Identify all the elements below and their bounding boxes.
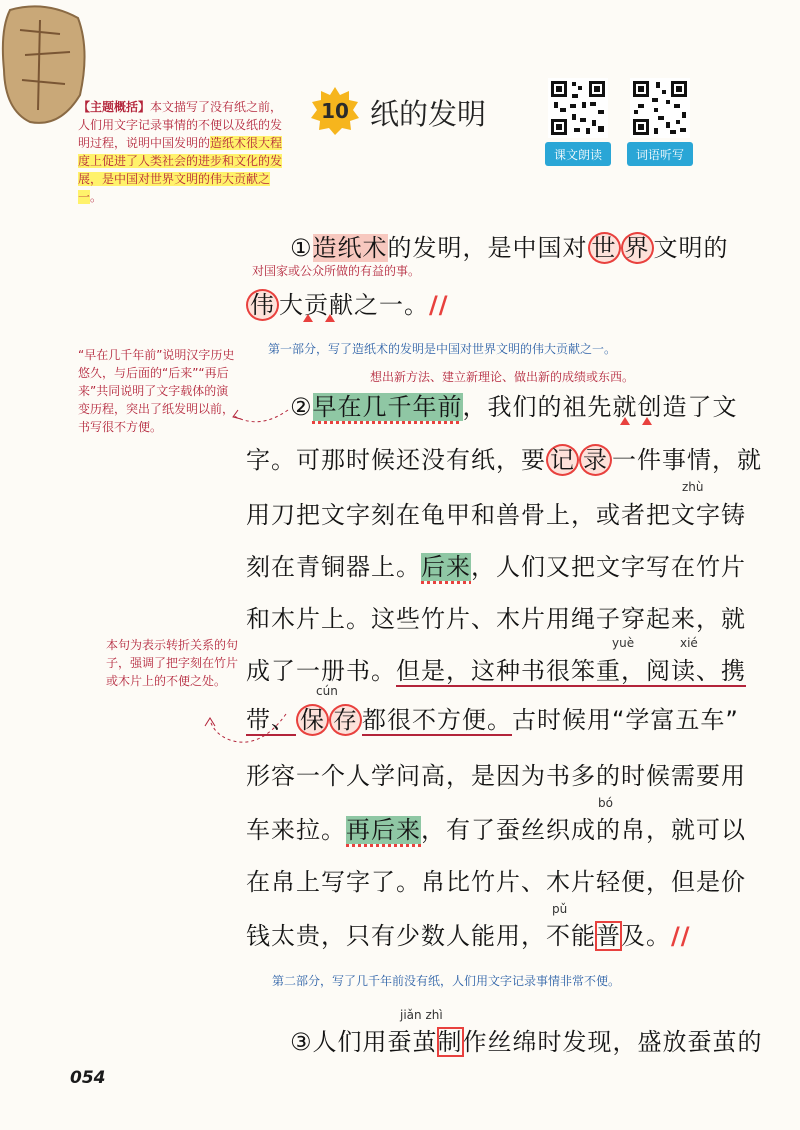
theme-summary <box>78 98 293 206</box>
section-break-mark: // <box>429 291 449 319</box>
circled-char-jie: 界 <box>621 232 654 264</box>
para2-number: ② <box>290 393 313 421</box>
para2-text6a: 成了一册书。 <box>246 657 396 685</box>
para3-line1 <box>290 1022 763 1057</box>
para1-text2: 文明的 <box>653 234 729 262</box>
word-zaozhishu: 造纸术 <box>312 234 388 262</box>
para2-line1 <box>290 387 738 422</box>
summary-text-c: 。 <box>90 190 103 204</box>
word-houlai: 后来 <box>421 553 471 581</box>
summary-tag: 【主题概括】 <box>78 100 151 114</box>
para3-number: ③ <box>290 1028 313 1056</box>
para2-text11b: 及。 <box>621 922 671 950</box>
para2-line9 <box>246 810 746 845</box>
para2-line3: 用刀把文字刻在龟甲和兽骨上，或者把文字铸 <box>246 501 746 529</box>
qr-code-dictation[interactable] <box>630 78 690 138</box>
para3-text1: 人们用蚕茧 <box>312 1028 438 1056</box>
para3-text2: 作丝绵时发现，盛放蚕茧的 <box>462 1028 763 1056</box>
underlined-sentence: 但是，这种书很笨重，阅读、携 <box>396 657 746 685</box>
section2-note: 第二部分，写了几千年前没有纸，人们用文字记录事情非常不便。 <box>272 974 621 988</box>
para1-text1: 的发明，是中国对 <box>387 234 588 262</box>
para1-line2 <box>246 285 449 321</box>
para2-text9b: ，有了蚕丝织成的帛，就可以 <box>421 816 746 844</box>
summary-text-a: 本文描写了没有纸之前，人们用文字记录事情的不便以及纸的发明过程，说明中国发明的 <box>78 100 283 150</box>
para2-text7c: 古时候用“学富五车” <box>512 706 739 734</box>
stress-mark <box>325 314 335 322</box>
circled-char-cun: 存 <box>329 704 362 736</box>
oracle-bone-image <box>0 0 90 130</box>
definition-chuangzao: 想出新方法、建立新理论、做出新的成绩或东西。 <box>370 370 635 384</box>
lesson-number: 10 <box>321 99 349 123</box>
reading-button[interactable]: 课文朗读 <box>545 142 611 166</box>
annotation-arrow <box>230 390 290 430</box>
para2-text4b: ，人们又把文字写在竹片 <box>471 553 746 581</box>
para2-line8: 形容一个人学问高，是因为书多的时候需要用 <box>246 762 746 790</box>
para1-number: ① <box>290 234 313 262</box>
word-zaozaijiqiannianqian: 早在几千年前 <box>312 393 463 421</box>
para2-text2b: 一件事情，就 <box>612 446 762 474</box>
circled-char-shi: 世 <box>588 232 621 264</box>
pinyin-yue: yuè <box>612 636 635 650</box>
para2-line7 <box>246 700 739 736</box>
word-zaihoulai: 再后来 <box>346 816 421 844</box>
dictation-button[interactable]: 词语听写 <box>627 142 693 166</box>
para2-line2 <box>246 440 762 476</box>
pinyin-cun: cún <box>316 684 338 698</box>
para2-line4 <box>246 547 746 582</box>
para1-text3: 大贡献之一。 <box>279 291 429 319</box>
side-note-2: 本句为表示转折关系的句子，强调了把字刻在竹片或木片上的不便之处。 <box>106 638 239 688</box>
stress-mark <box>303 314 313 322</box>
definition-gongxian: 对国家或公众所做的有益的事。 <box>252 264 421 278</box>
circled-char-ji: 记 <box>546 444 579 476</box>
side-note-1: “早在几千年前”说明汉字历史悠久，与后面的“后来”“再后来”共同说明了文字载体的演变历程，突出了纸发明以前，书写很不方便。 <box>78 348 235 434</box>
pinyin-bo: bó <box>598 796 613 810</box>
circled-char-bao: 保 <box>296 704 329 736</box>
para1-line1 <box>290 228 729 264</box>
stress-mark <box>620 417 630 425</box>
circled-char-wei: 伟 <box>246 289 279 321</box>
pinyin-zhu: zhù <box>682 480 704 494</box>
circled-char-lu: 录 <box>579 444 612 476</box>
page-number: 054 <box>70 1068 106 1088</box>
section1-note: 第一部分，写了造纸术的发明是中国对世界文明的伟大贡献之一。 <box>268 342 617 356</box>
pinyin-xie: xié <box>680 636 698 650</box>
qr-code-reading[interactable] <box>548 78 608 138</box>
lesson-title: 纸的发明 <box>370 97 487 131</box>
para2-line11 <box>246 916 691 951</box>
para2-line6 <box>246 651 746 686</box>
stress-mark <box>642 417 652 425</box>
para2-text7a: 带、 <box>246 706 296 734</box>
section-break-mark: // <box>671 922 691 950</box>
para2-text7b: 都很不方便。 <box>362 706 512 734</box>
pinyin-pu: pǔ <box>552 902 568 916</box>
pinyin-jianzhi: jiǎn zhì <box>400 1008 443 1022</box>
para2-text4a: 刻在青铜器上。 <box>246 553 421 581</box>
para2-text2a: 字。可那时候还没有纸，要 <box>246 446 546 474</box>
boxed-char-zhi: 制 <box>437 1028 463 1056</box>
summary-highlight: 造纸术很大程度上促进了人类社会的进步和文化的发展，是中国对世界文明的伟大贡献之一 <box>78 136 283 204</box>
boxed-char-pu: 普 <box>596 922 621 950</box>
para2-line5: 和木片上。这些竹片、木片用绳子穿起来，就 <box>246 605 746 633</box>
para2-line10: 在帛上写字了。帛比竹片、木片轻便，但是价 <box>246 868 746 896</box>
para2-text1: ，我们的祖先就创造了文 <box>462 393 738 421</box>
para2-text9a: 车来拉。 <box>246 816 346 844</box>
para2-text11a: 钱太贵，只有少数人能用，不能 <box>246 922 596 950</box>
